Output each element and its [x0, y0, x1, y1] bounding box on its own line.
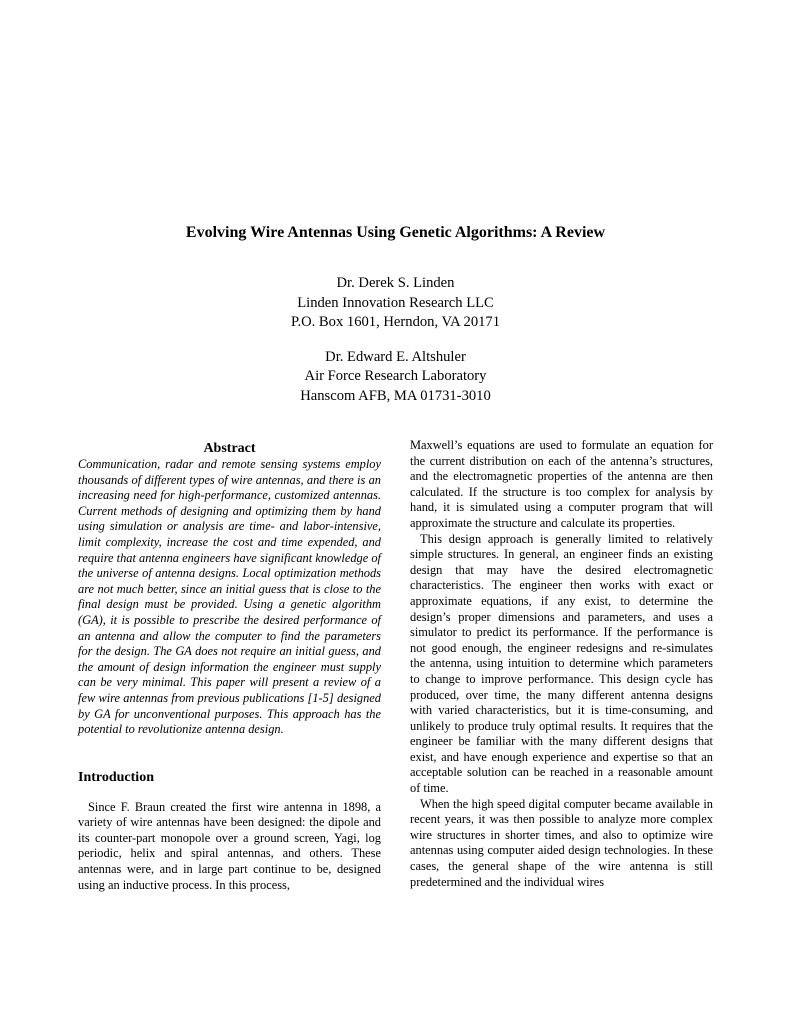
- author-1-name: Dr. Derek S. Linden: [336, 275, 455, 291]
- author-1-affiliation: Linden Innovation Research LLC: [297, 294, 494, 311]
- author-2-address: Hanscom AFB, MA 01731-3010: [300, 387, 491, 404]
- right-column: [410, 438, 713, 890]
- author-list: [0, 274, 791, 406]
- author-2-name: Dr. Edward E. Altshuler: [325, 348, 466, 365]
- body-paragraph-3: When the high speed digital computer became available in recent years, it was then possible to analyze more complex wire structures in shorter times, and also to optimize wire antennas using computer aided design technologies. In these cases, the general shape of the wire antenna is still predetermined and the individual wires: [410, 796, 713, 889]
- abstract-heading: Abstract: [203, 441, 256, 456]
- introduction-paragraph: Since F. Braun created the first wire antenna in 1898, a variety of wire antennas have been designed: the dipole and its counter-part monopole over a ground screen, Yagi, log periodic, helix and spiral antennas, and others. These antennas were, and in large part continue to be, designed using an inductive process. In this process,: [78, 799, 381, 892]
- left-column: [78, 440, 381, 893]
- author-block-1: [0, 274, 791, 333]
- author-block-2: [0, 348, 791, 407]
- paper-title: Evolving Wire Antennas Using Genetic Algorithms: A Review: [185, 224, 606, 241]
- author-1-address: P.O. Box 1601, Herndon, VA 20171: [290, 314, 501, 330]
- abstract-text: Communication, radar and remote sensing systems employ thousands of different types of wire antennas, and there is an increasing need for high-performance, customized antennas. Current methods of designing and optimizing them by hand using simulation or analysis are time- and labor-intensive, limit complexity, increase the cost and time expended, and require that antenna engineers have significant knowledge of the universe of antenna designs. Local optimization methods are not much better, since an initial guess that is close to the final design must be provided. Using a genetic algorithm (GA), it is possible to prescribe the desired performance of an antenna and allow the computer to find the parameters for the design. The GA does not require an initial guess, and the amount of design information the engineer must supply can be very minimal. This paper will present a review of a few wire antennas from previous publications [1-5] designed by GA for unconventional purposes. This approach has the potential to revolutionize antenna design.: [78, 457, 381, 737]
- introduction-heading: Introduction: [78, 769, 154, 785]
- author-2-affiliation: Air Force Research Laboratory: [304, 368, 487, 384]
- body-paragraph-2: This design approach is generally limited to relatively simple structures. In general, an engineer finds an existing design that may have the desired electromagnetic characteristics. The engineer then works with exact or approximate equations, if any exist, to determine the design’s proper dimensions and parameters, and uses a simulator to predict its performance. If the performance is not good enough, the engineer redesigns and re-simulates the antenna, using intuition to determine which parameters to change to improve performance. This design cycle has produced, over time, the many different antenna designs with varied characteristics, but it is time-consuming, and unlikely to produce truly optimal results. It requires that the engineer be familiar with the many different designs that exist, and have enough experience and expertise so that an acceptable solution can be reached in a reasonable amount of time.: [410, 531, 713, 796]
- body-paragraph-1: Maxwell’s equations are used to formulate an equation for the current distribution on each of the antenna’s structures, and the electromagnetic properties of the antenna are then calculated. If the structure is too complex for analysis by hand, it is simulated using a computer program that will approximate the structure and calculate its properties.: [410, 438, 713, 530]
